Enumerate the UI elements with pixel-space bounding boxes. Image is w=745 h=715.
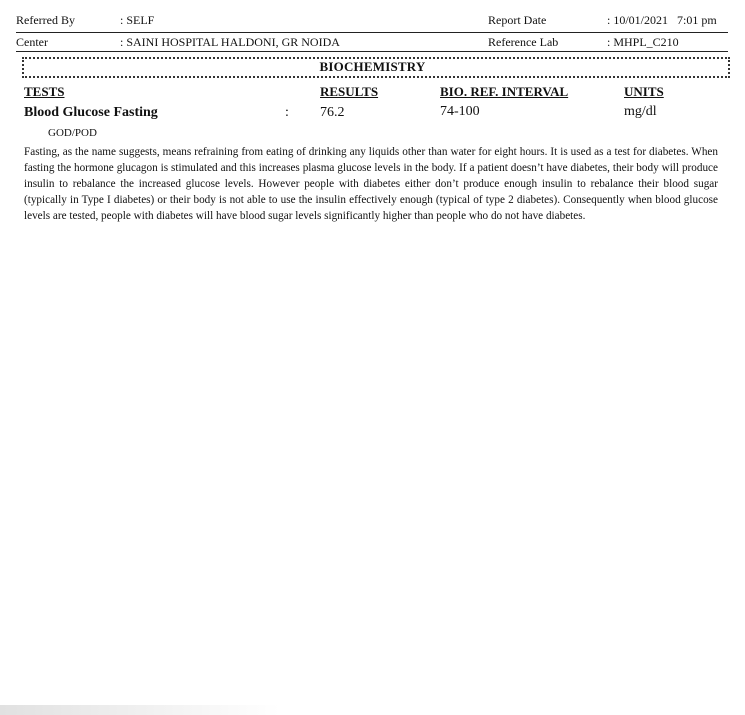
column-header-ref-interval: BIO. REF. INTERVAL (440, 84, 569, 99)
reference-lab-value: : MHPL_C210 (607, 35, 679, 49)
header-divider-top (16, 32, 728, 33)
report-date-value: : 10/01/2021 7:01 pm (607, 13, 717, 27)
center-value: : SAINI HOSPITAL HALDONI, GR NOIDA (120, 35, 340, 49)
section-title: BIOCHEMISTRY (319, 59, 426, 74)
test-method: GOD/POD (48, 127, 97, 139)
column-header-units: UNITS (624, 84, 664, 99)
header-divider-bottom (16, 51, 728, 52)
column-header-results: RESULTS (320, 84, 379, 99)
test-description: Fasting, as the name suggests, means refraining from eating of drinking any liquids other than water for eight hours. It is used as a test for diabetes. When fasting the hormone glucagon is stimulated and this increases plasma glucose levels in the body. If a patient doesn’t have diabetes, their body will produce insulin to rebalance the increased glucose levels. However people with diabetes either don’t produce enough insulin to rebalance their blood sugar (typically in Type I diabetes) or their body is not able to use the insulin effectively enough (typical of type 2 diabetes). Consequently when blood glucose levels are tested, people with diabetes will have blood sugar levels significantly higher than people who do not have diabetes. (24, 146, 718, 222)
center-label: Center (16, 35, 48, 49)
test-result: 76.2 (320, 105, 345, 120)
referred-by-value: : SELF (120, 13, 155, 27)
test-name: Blood Glucose Fasting (24, 105, 158, 120)
reference-lab-label: Reference Lab (488, 35, 559, 49)
referred-by-label: Referred By (16, 13, 75, 27)
test-units: mg/dl (624, 104, 657, 119)
test-separator: : (285, 105, 289, 120)
cut-off-header-row (0, 0, 745, 2)
test-ref-interval: 74-100 (440, 104, 480, 119)
column-header-tests: TESTS (24, 84, 65, 99)
report-date-label: Report Date (488, 13, 547, 27)
page-edge-shadow (0, 705, 280, 715)
